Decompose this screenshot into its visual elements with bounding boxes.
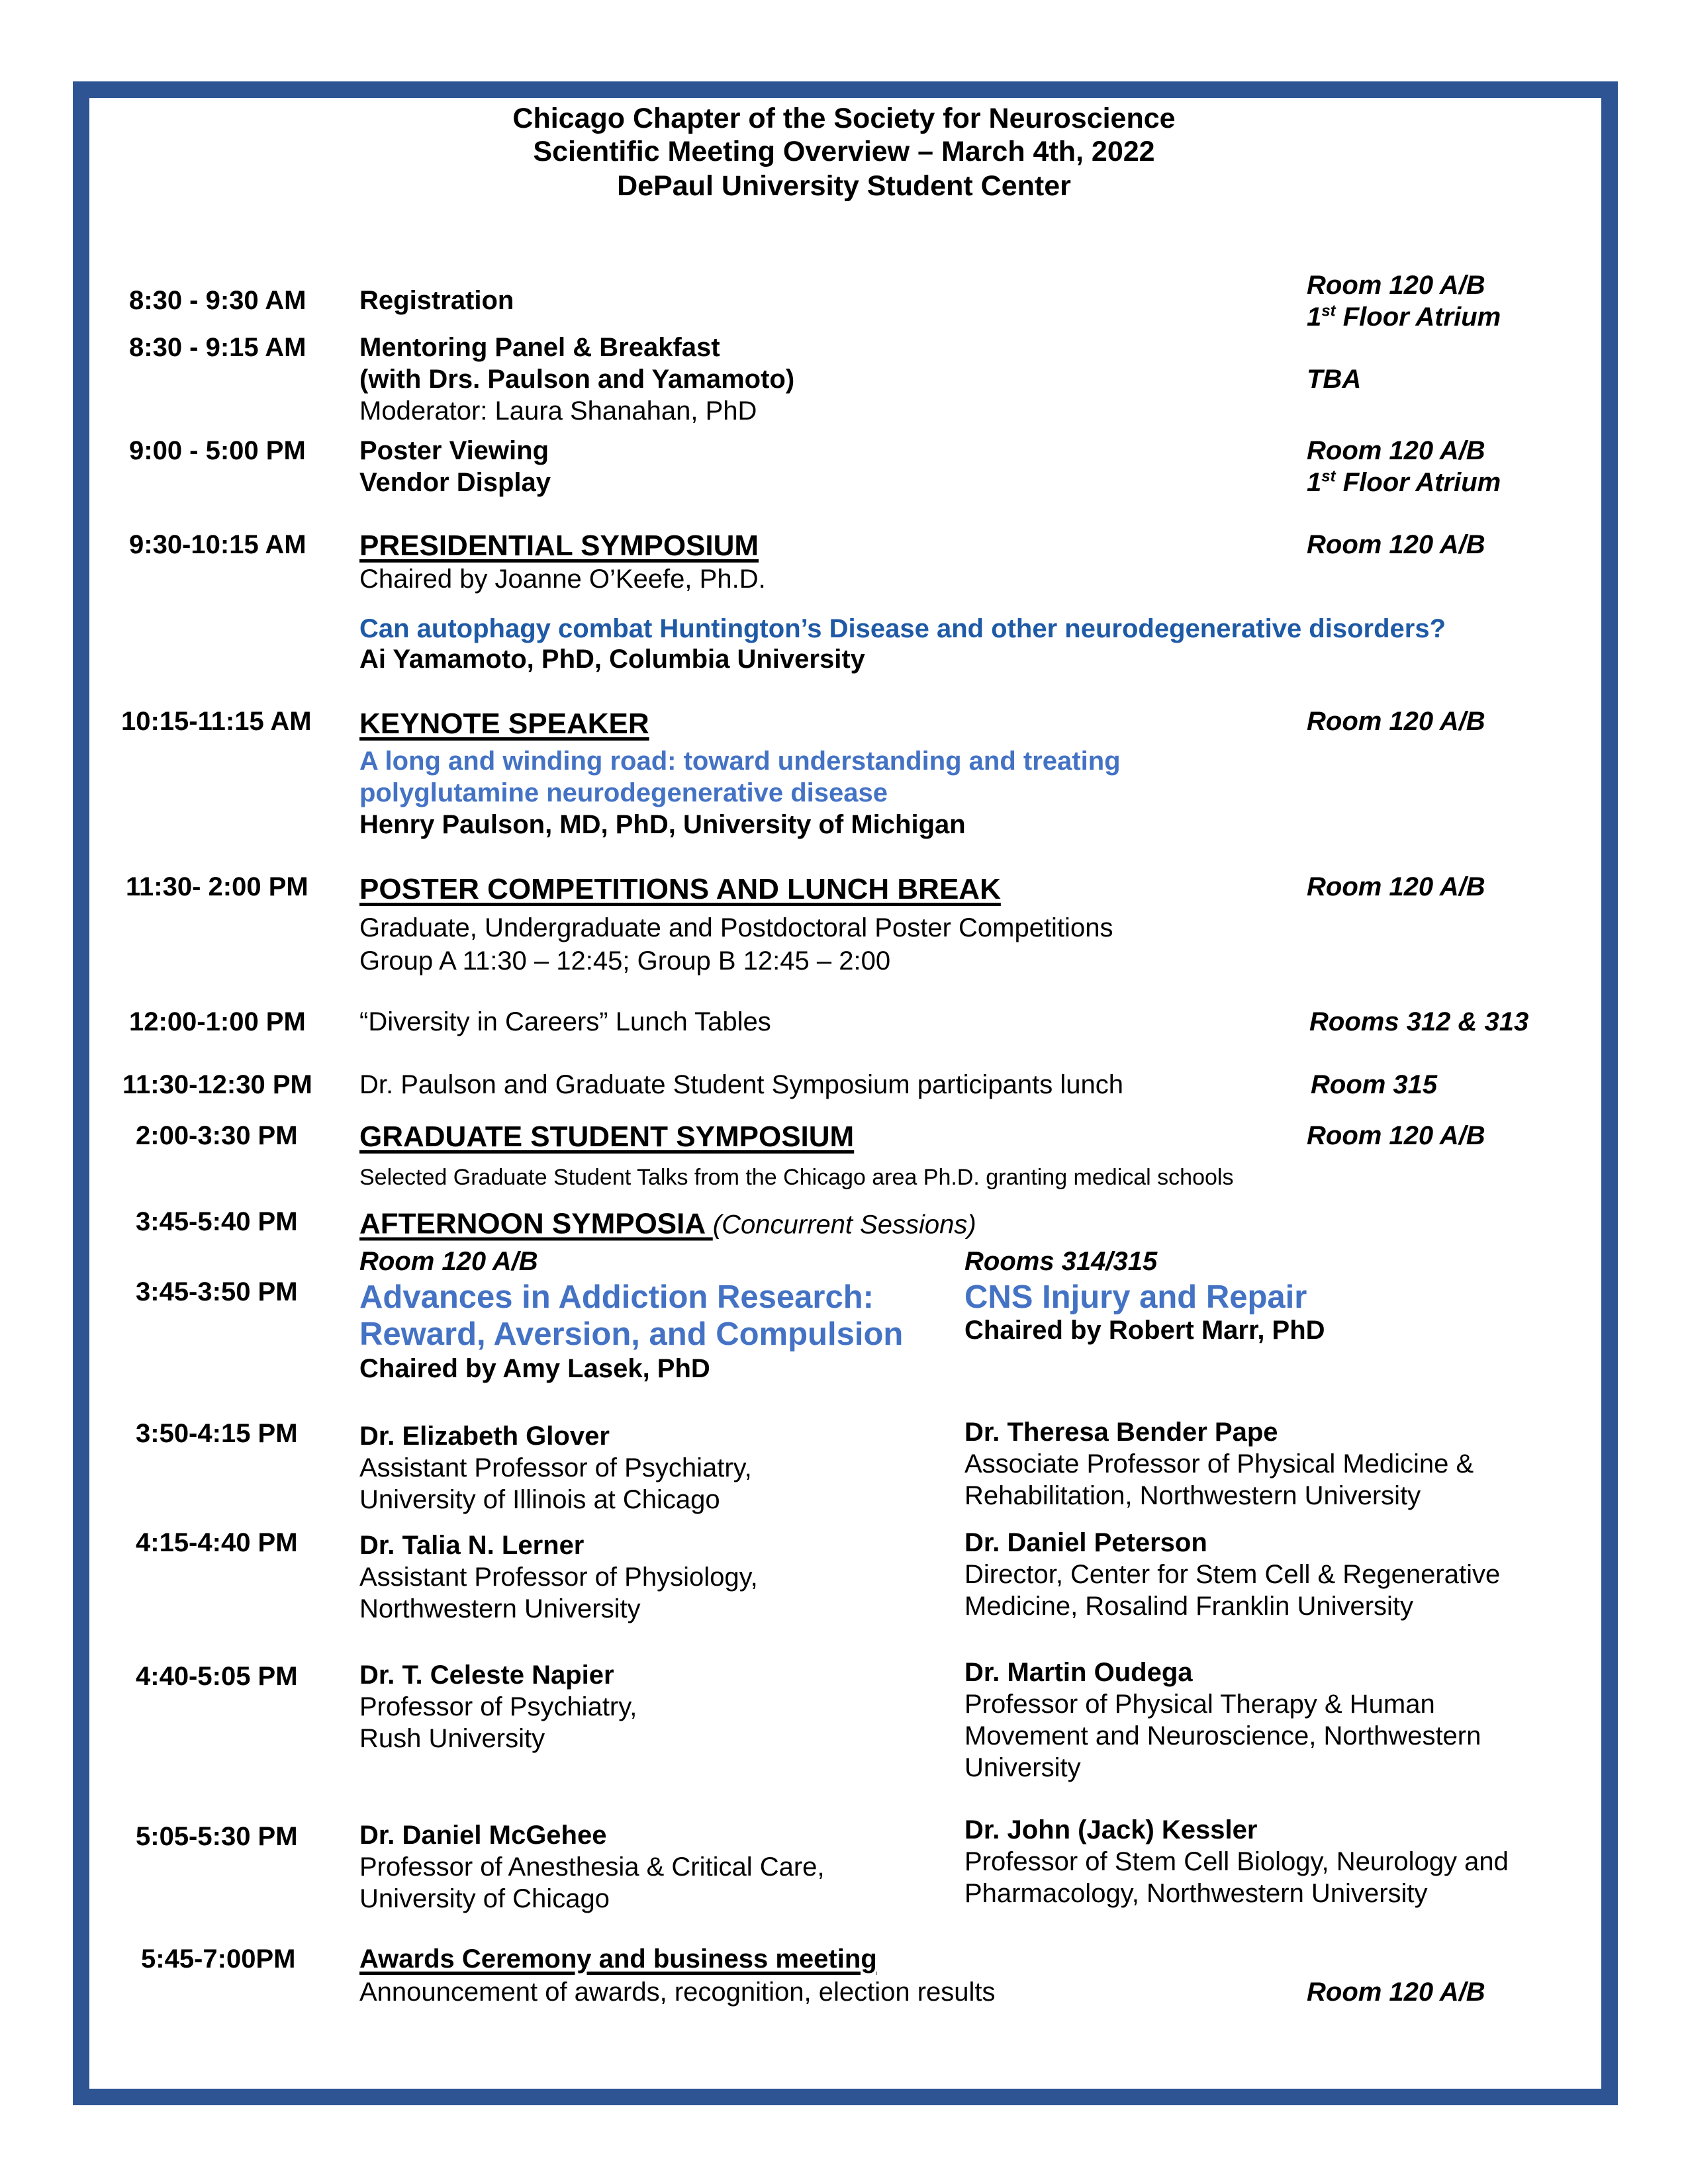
speaker-affil: Pharmacology, Northwestern University — [964, 1879, 1428, 1908]
time-poster-viewing: 9:00 - 5:00 PM — [129, 436, 306, 465]
speaker-affil: University of Illinois at Chicago — [359, 1485, 720, 1514]
speaker-affil: Rehabilitation, Northwestern University — [964, 1481, 1421, 1510]
event-paulson-lunch: Dr. Paulson and Graduate Student Symposium participants lunch — [359, 1070, 1123, 1099]
room-paulson-lunch: Room 315 — [1311, 1070, 1438, 1099]
time-paulson-lunch: 11:30-12:30 PM — [122, 1070, 312, 1099]
room-grad-symposium: Room 120 A/B — [1307, 1121, 1485, 1150]
slot-time: 4:15-4:40 PM — [136, 1528, 298, 1557]
time-afternoon: 3:45-5:40 PM — [136, 1207, 298, 1236]
time-registration: 8:30 - 9:30 AM — [129, 286, 306, 315]
grad-symposium-desc: Selected Graduate Student Talks from the Chicago area Ph.D. granting medical schools — [359, 1165, 1234, 1190]
event-mentoring-sub: (with Drs. Paulson and Yamamoto) — [359, 365, 795, 394]
symposium-left-title2: Reward, Aversion, and Compulsion — [359, 1316, 904, 1352]
symposium-right-room: Rooms 314/315 — [964, 1247, 1158, 1276]
speaker-name: Dr. Elizabeth Glover — [359, 1422, 610, 1451]
room-poster-viewing: Room 120 A/B — [1307, 436, 1485, 465]
header-meeting: Scientific Meeting Overview – March 4th, 2022 — [533, 136, 1155, 167]
room-poster-comp: Room 120 A/B — [1307, 872, 1485, 901]
event-awards: Awards Ceremony and business meeting — [359, 1944, 877, 1974]
room-presidential: Room 120 A/B — [1307, 530, 1485, 559]
speaker-name: Dr. Talia N. Lerner — [359, 1531, 585, 1560]
speaker-name: Dr. Daniel McGehee — [359, 1821, 607, 1850]
event-afternoon: AFTERNOON SYMPOSIA (Concurrent Sessions) — [359, 1207, 976, 1240]
speaker-affil: Assistant Professor of Physiology, — [359, 1563, 758, 1592]
time-symposia-intro: 3:45-3:50 PM — [136, 1277, 298, 1306]
speaker-name: Dr. Theresa Bender Pape — [964, 1418, 1278, 1447]
event-diversity: “Diversity in Careers” Lunch Tables — [359, 1007, 771, 1036]
event-mentoring: Mentoring Panel & Breakfast — [359, 333, 720, 362]
slot-time: 3:50-4:15 PM — [136, 1419, 298, 1448]
presidential-speaker: Ai Yamamoto, PhD, Columbia University — [359, 645, 865, 674]
presidential-talk: Can autophagy combat Huntington’s Disease and other neurodegenerative disorders? — [359, 614, 1446, 643]
speaker-name: Dr. Martin Oudega — [964, 1658, 1193, 1687]
speaker-affil: Rush University — [359, 1724, 545, 1753]
event-vendor-display: Vendor Display — [359, 468, 551, 497]
speaker-affil: Professor of Physical Therapy & Human — [964, 1690, 1435, 1719]
time-diversity: 12:00-1:00 PM — [129, 1007, 306, 1036]
header-venue: DePaul University Student Center — [617, 170, 1071, 202]
awards-desc: Announcement of awards, recognition, election results — [359, 1978, 996, 2007]
symposium-left-chair: Chaired by Amy Lasek, PhD — [359, 1354, 710, 1383]
room-awards: Room 120 A/B — [1307, 1978, 1485, 2007]
poster-comp-desc1: Graduate, Undergraduate and Postdoctoral Poster Competitions — [359, 913, 1113, 942]
room-registration: Room 120 A/B — [1307, 271, 1485, 300]
speaker-affil: University of Chicago — [359, 1884, 610, 1913]
room-atrium-2: 1st Floor Atrium — [1307, 467, 1501, 497]
speaker-name: Dr. Daniel Peterson — [964, 1528, 1207, 1557]
poster-comp-desc2: Group A 11:30 – 12:45; Group B 12:45 – 2:00 — [359, 946, 891, 976]
time-grad-symposium: 2:00-3:30 PM — [136, 1121, 298, 1150]
room-keynote: Room 120 A/B — [1307, 707, 1485, 736]
slot-time: 5:05-5:30 PM — [136, 1822, 298, 1851]
event-keynote: KEYNOTE SPEAKER — [359, 707, 649, 740]
speaker-affil: Medicine, Rosalind Franklin University — [964, 1592, 1414, 1621]
presidential-chair: Chaired by Joanne O’Keefe, Ph.D. — [359, 565, 766, 594]
event-poster-viewing: Poster Viewing — [359, 436, 549, 465]
speaker-affil: University — [964, 1753, 1081, 1782]
speaker-affil: Professor of Psychiatry, — [359, 1692, 637, 1721]
speaker-affil: Northwestern University — [359, 1594, 641, 1623]
speaker-affil: Director, Center for Stem Cell & Regenerative — [964, 1560, 1501, 1589]
time-mentoring: 8:30 - 9:15 AM — [129, 333, 306, 362]
room-diversity: Rooms 312 & 313 — [1309, 1007, 1529, 1036]
speaker-name: Dr. T. Celeste Napier — [359, 1661, 614, 1690]
event-poster-comp: POSTER COMPETITIONS AND LUNCH BREAK — [359, 873, 1001, 905]
event-presidential: PRESIDENTIAL SYMPOSIUM — [359, 529, 759, 562]
time-poster-comp: 11:30- 2:00 PM — [126, 872, 308, 901]
symposium-left-room: Room 120 A/B — [359, 1247, 538, 1276]
speaker-affil: Professor of Anesthesia & Critical Care, — [359, 1852, 825, 1882]
event-grad-symposium: GRADUATE STUDENT SYMPOSIUM — [359, 1120, 855, 1153]
keynote-talk-line1: A long and winding road: toward understanding and treating — [359, 747, 1121, 776]
symposium-left-title1: Advances in Addiction Research: — [359, 1279, 874, 1315]
header-org: Chicago Chapter of the Society for Neuroscience — [512, 103, 1176, 134]
slot-time: 4:40-5:05 PM — [136, 1662, 298, 1691]
speaker-name: Dr. John (Jack) Kessler — [964, 1815, 1258, 1844]
keynote-speaker: Henry Paulson, MD, PhD, University of Michigan — [359, 810, 966, 839]
time-awards: 5:45-7:00PM — [141, 1944, 296, 1974]
event-mentoring-moderator: Moderator: Laura Shanahan, PhD — [359, 396, 757, 426]
time-presidential: 9:30-10:15 AM — [129, 530, 306, 559]
room-atrium-1: 1st Floor Atrium — [1307, 302, 1501, 332]
speaker-affil: Assistant Professor of Psychiatry, — [359, 1453, 752, 1482]
speaker-affil: Movement and Neuroscience, Northwestern — [964, 1721, 1481, 1751]
symposium-right-title1: CNS Injury and Repair — [964, 1279, 1307, 1315]
time-keynote: 10:15-11:15 AM — [121, 707, 312, 736]
room-mentoring: TBA — [1307, 365, 1362, 394]
keynote-talk-line2: polyglutamine neurodegenerative disease — [359, 778, 888, 807]
speaker-affil: Professor of Stem Cell Biology, Neurology and — [964, 1847, 1509, 1876]
symposium-right-chair: Chaired by Robert Marr, PhD — [964, 1316, 1325, 1345]
event-registration: Registration — [359, 286, 514, 315]
speaker-affil: Associate Professor of Physical Medicine & — [964, 1449, 1474, 1479]
